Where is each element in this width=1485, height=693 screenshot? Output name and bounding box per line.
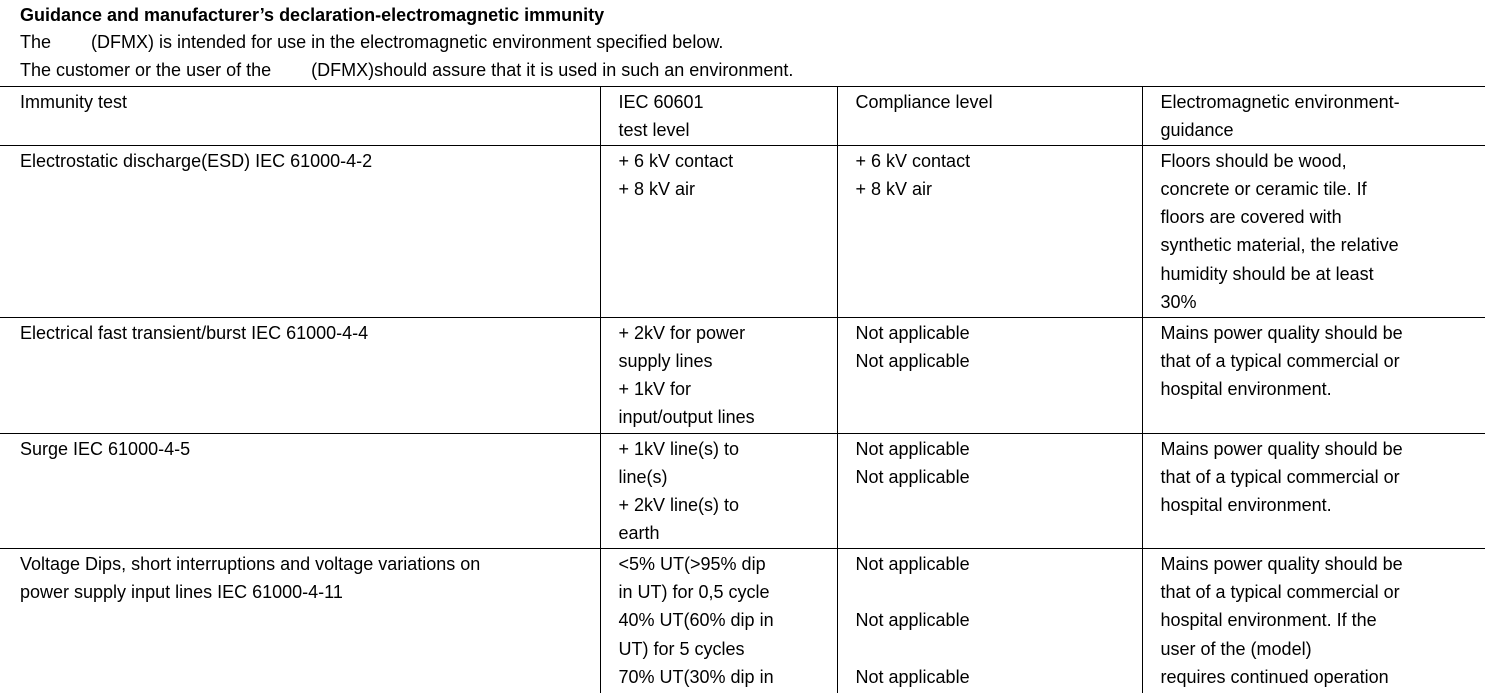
intro-line-2: The customer or the user of the (DFMX)should assure that it is used in such an environment. [20,60,794,80]
cell-guidance: Mains power quality should be that of a typical commercial or hospital environment. If the user of the (model) requires continued operation [1142,548,1485,693]
table-row [0,317,1485,433]
table-row [0,548,1485,693]
cell-immunity-test: Surge IEC 61000-4-5 [0,433,600,548]
cell-compliance-level: + 6 kV contact + 8 kV air [837,145,1142,317]
cell-guidance: Floors should be wood, concrete or ceramic tile. If floors are covered with synthetic material, the relative humidity should be at least 30% [1142,145,1485,317]
table-row [0,433,1485,548]
cell-immunity-test: Voltage Dips, short interruptions and voltage variations on power supply input lines IEC 61000-4-11 [0,548,600,693]
cell-guidance: Mains power quality should be that of a typical commercial or hospital environment. [1142,433,1485,548]
table-row [0,145,1485,317]
table-header-row [0,87,1485,146]
header-guidance: Electromagnetic environment- guidance [1142,87,1485,146]
cell-test-level: + 6 kV contact + 8 kV air [600,145,837,317]
cell-test-level: <5% UT(>95% dip in UT) for 0,5 cycle 40% UT(60% dip in UT) for 5 cycles 70% UT(30% dip in [600,548,837,693]
cell-guidance: Mains power quality should be that of a typical commercial or hospital environment. [1142,317,1485,433]
header-test-level: IEC 60601 test level [600,87,837,146]
header-compliance-level: Compliance level [837,87,1142,146]
header-immunity-test: Immunity test [0,87,600,146]
cell-test-level: + 1kV line(s) to line(s) + 2kV line(s) to earth [600,433,837,548]
cell-compliance-level: Not applicable Not applicable Not applicable [837,548,1142,693]
intro-line-1: The (DFMX) is intended for use in the electromagnetic environment specified below. [20,32,724,52]
immunity-table [0,86,1485,693]
cell-immunity-test: Electrostatic discharge(ESD) IEC 61000-4-2 [0,145,600,317]
cell-compliance-level: Not applicable Not applicable [837,433,1142,548]
cell-compliance-level: Not applicable Not applicable [837,317,1142,433]
cell-immunity-test: Electrical fast transient/burst IEC 61000-4-4 [0,317,600,433]
cell-test-level: + 2kV for power supply lines + 1kV for input/output lines [600,317,837,433]
document-title: Guidance and manufacturer’s declaration-electromagnetic immunity [20,5,605,25]
